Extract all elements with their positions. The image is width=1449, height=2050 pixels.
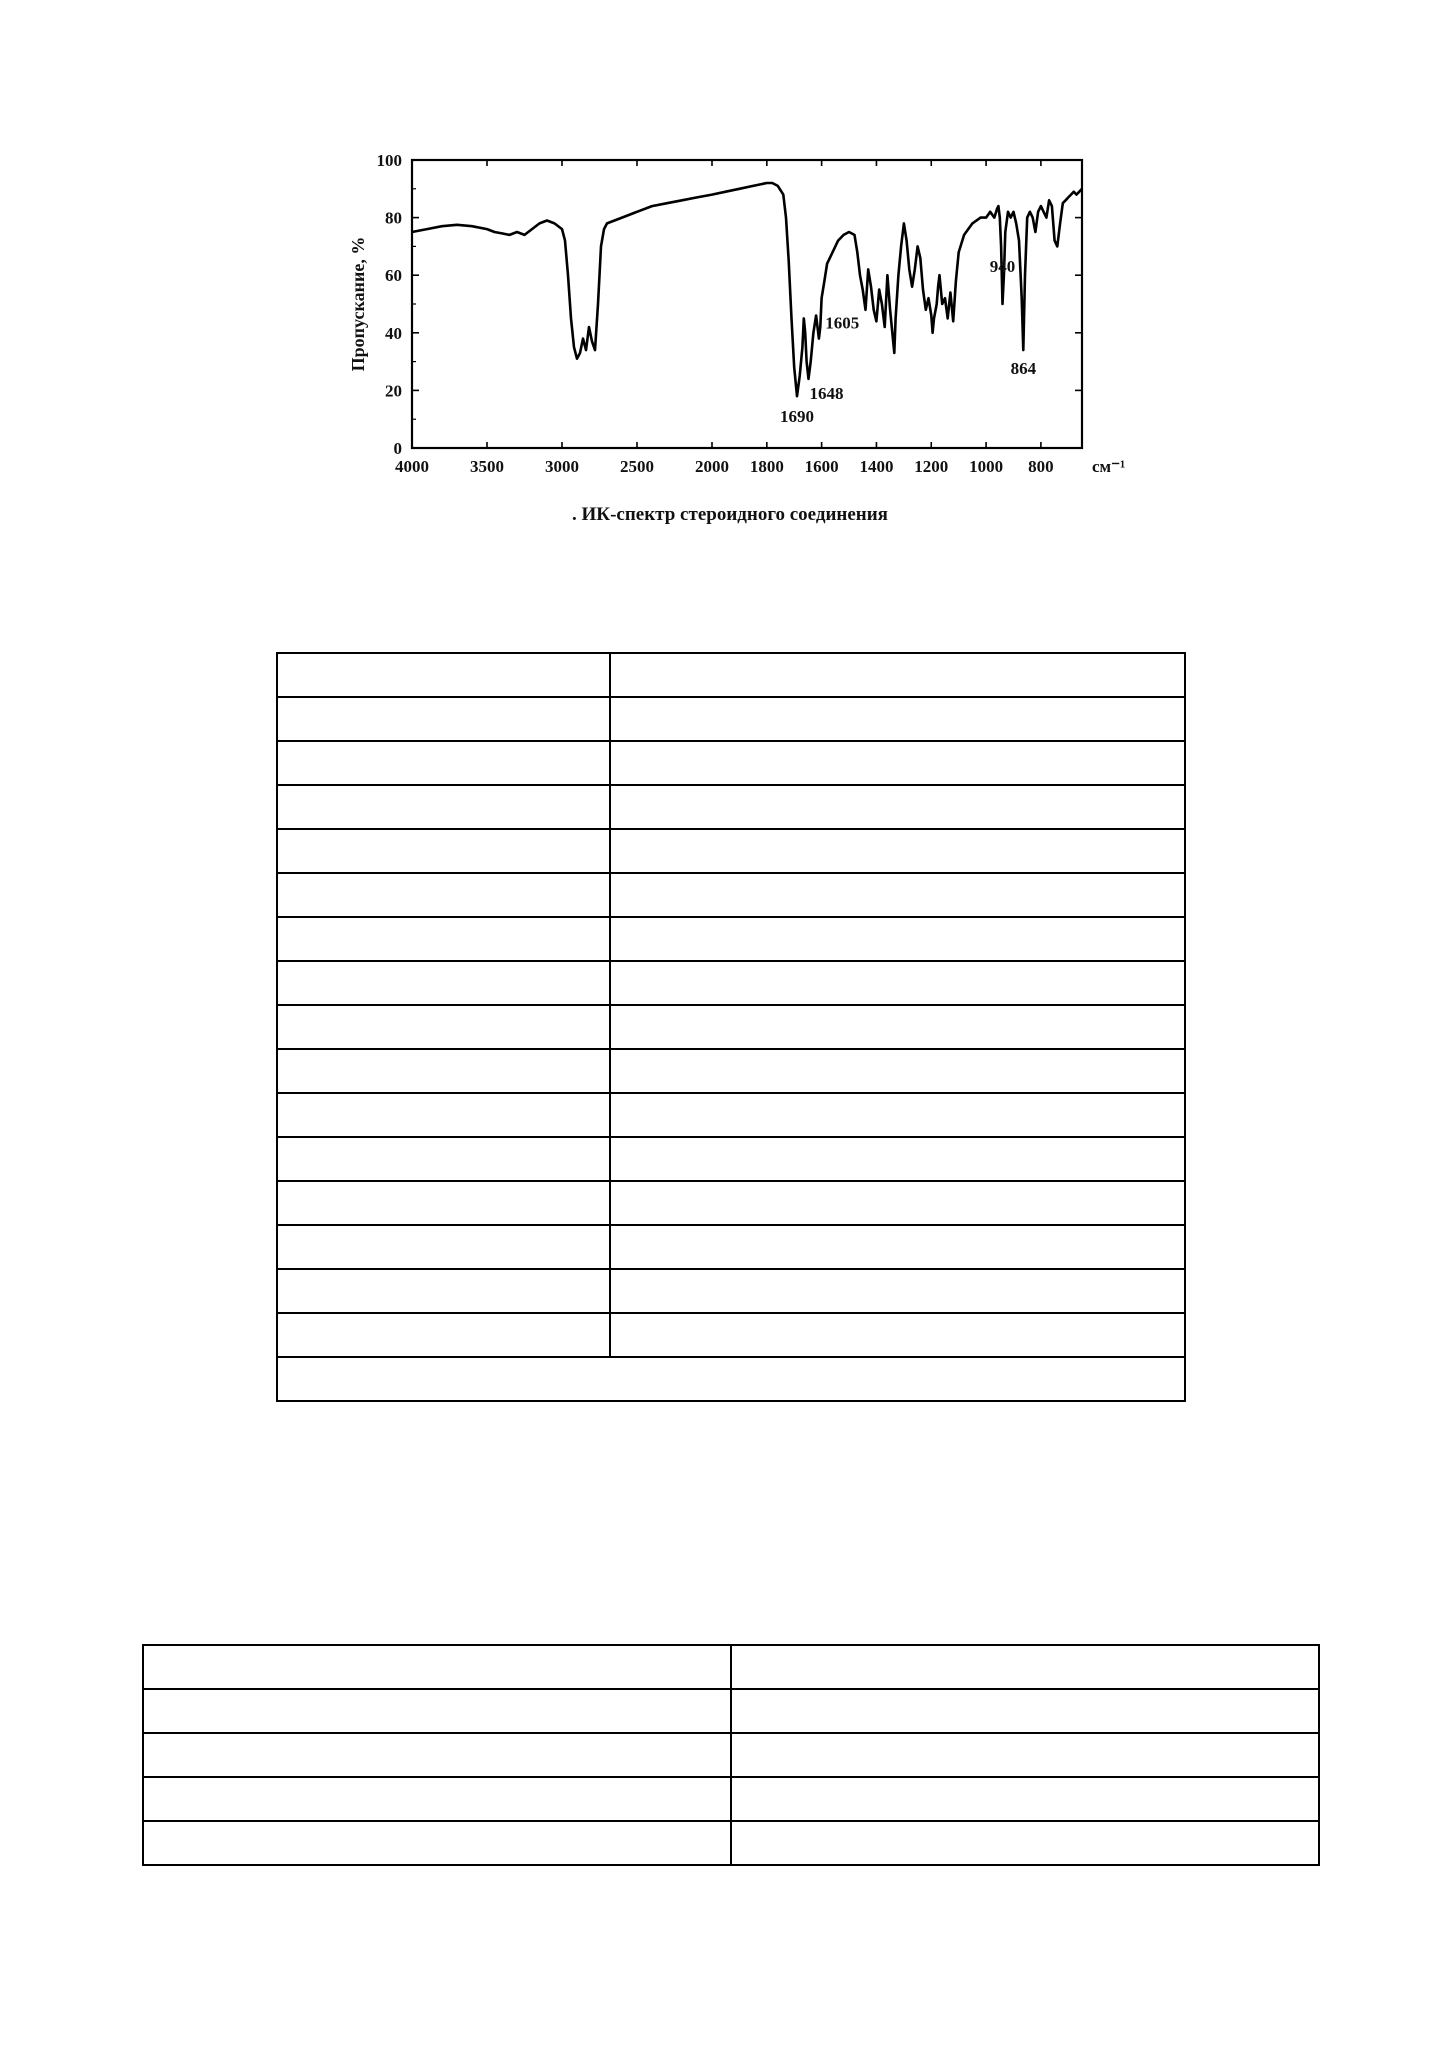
table-1-row (277, 1269, 1185, 1313)
table-2-row (143, 1689, 1319, 1733)
table-1-row (277, 697, 1185, 741)
table-1-cell (277, 1313, 610, 1357)
table-1-merged-cell (277, 1357, 1185, 1401)
table-1-row (277, 1181, 1185, 1225)
table-1-cell (610, 1313, 1185, 1357)
x-tick-label: 1600 (804, 457, 839, 476)
x-tick-label: 1800 (749, 457, 784, 476)
table-2-cell (143, 1777, 731, 1821)
x-tick-label: 4000 (395, 457, 429, 476)
table-1-cell (277, 873, 610, 917)
table-2-cell (731, 1821, 1319, 1865)
ir-spectrum-figure (340, 140, 1126, 540)
table-2-cell (731, 1689, 1319, 1733)
table-1-cell (610, 917, 1185, 961)
table-1-cell (277, 917, 610, 961)
x-tick-label: 3500 (470, 457, 504, 476)
table-2-cell (143, 1821, 731, 1865)
table-1-cell (277, 829, 610, 873)
table-1-cell (610, 1225, 1185, 1269)
table-1-cell (610, 785, 1185, 829)
table-1-row (277, 1225, 1185, 1269)
table-1-row (277, 1137, 1185, 1181)
table-1-row (277, 917, 1185, 961)
table-1-cell (610, 1269, 1185, 1313)
peak-label: 864 (1010, 359, 1037, 379)
table-1-cell (277, 1093, 610, 1137)
table-1-row (277, 873, 1185, 917)
peak-label: 1690 (779, 407, 814, 427)
table-1-cell (277, 1225, 610, 1269)
table-1-cell (277, 1181, 610, 1225)
table-1-cell (610, 653, 1185, 697)
table-1-cell (277, 1005, 610, 1049)
y-tick-label: 60 (385, 266, 402, 286)
spectrum-line (412, 183, 1082, 396)
y-tick-label: 0 (393, 439, 402, 458)
y-tick-label: 80 (385, 208, 402, 228)
table-1-cell (277, 1049, 610, 1093)
table-1-cell (277, 697, 610, 741)
x-tick-label: 2500 (620, 457, 654, 476)
figure-caption: . ИК-спектр стероидного соединения (572, 504, 888, 525)
table-2-row (143, 1733, 1319, 1777)
table-2-row (143, 1645, 1319, 1689)
x-tick-label: 800 (1028, 457, 1054, 476)
table-1-cell (277, 961, 610, 1005)
peak-label: 1648 (809, 383, 844, 403)
table-2-cell (143, 1733, 731, 1777)
y-tick-label: 100 (376, 151, 402, 170)
table-1-cell (277, 1269, 610, 1313)
table-1-row (277, 961, 1185, 1005)
x-tick-label: 1000 (969, 457, 1004, 476)
x-tick-label: 3000 (545, 457, 579, 476)
table-1-cell (610, 741, 1185, 785)
y-tick-label: 20 (385, 381, 402, 401)
table-1-row (277, 829, 1185, 873)
y-tick-label: 40 (385, 323, 402, 343)
x-tick-label: 1200 (914, 457, 949, 476)
table-1-cell (277, 1137, 610, 1181)
y-axis-label: Пропускание, % (348, 236, 368, 372)
table-2 (142, 1644, 1320, 1866)
table-1-row (277, 1005, 1185, 1049)
table-2-cell (731, 1733, 1319, 1777)
table-1 (276, 652, 1186, 1402)
table-1-row (277, 1093, 1185, 1137)
table-1-row (277, 785, 1185, 829)
table-1-cell (610, 1049, 1185, 1093)
table-2-cell (143, 1645, 731, 1689)
table-1-cell (610, 1093, 1185, 1137)
table-1-row (277, 1049, 1185, 1093)
table-2-row (143, 1821, 1319, 1865)
table-1-cell (610, 697, 1185, 741)
table-1-cell (277, 653, 610, 697)
x-axis-unit: см⁻¹ (1092, 457, 1126, 476)
table-1-row (277, 741, 1185, 785)
table-2-cell (143, 1689, 731, 1733)
x-tick-label: 2000 (695, 457, 729, 476)
table-1-cell (610, 961, 1185, 1005)
table-1-cell (610, 1005, 1185, 1049)
table-1-cell (610, 1137, 1185, 1181)
peak-label: 1605 (825, 313, 860, 333)
table-1-cell (277, 785, 610, 829)
table-1-cell (610, 873, 1185, 917)
table-2-cell (731, 1645, 1319, 1689)
peak-label: 940 (989, 257, 1016, 276)
ir-spectrum-chart (340, 140, 1126, 540)
table-1-cell (610, 1181, 1185, 1225)
table-2-cell (731, 1777, 1319, 1821)
x-tick-label: 1400 (859, 457, 894, 476)
table-2-row (143, 1777, 1319, 1821)
table-1-row (277, 1313, 1185, 1357)
table-1-cell (277, 741, 610, 785)
table-1-row (277, 653, 1185, 697)
plot-frame (412, 160, 1082, 448)
table-1-cell (610, 829, 1185, 873)
table-1-row (277, 1357, 1185, 1401)
